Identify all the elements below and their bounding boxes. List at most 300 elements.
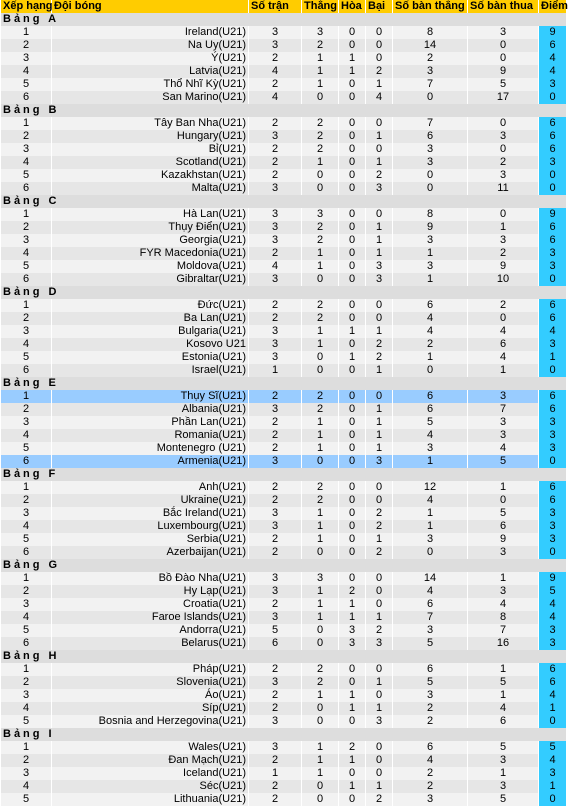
team-pos: 2 (1, 754, 51, 767)
team-pos: 5 (1, 533, 51, 546)
team-pos: 6 (1, 455, 51, 468)
team-row[interactable] (1, 351, 566, 364)
team-points: 9 (539, 26, 566, 39)
team-pos: 4 (1, 65, 51, 78)
team-goals-for: 6 (393, 741, 467, 754)
team-row[interactable] (1, 39, 566, 52)
team-pos: 4 (1, 702, 51, 715)
team-points: 6 (539, 663, 566, 676)
team-goals-against: 9 (468, 65, 538, 78)
team-draw: 0 (339, 546, 365, 559)
team-draw: 0 (339, 481, 365, 494)
team-won: 1 (302, 156, 338, 169)
team-name: Armenia(U21) (52, 455, 248, 468)
team-row[interactable] (1, 156, 566, 169)
team-row[interactable] (1, 793, 566, 806)
team-name: Lithuania(U21) (52, 793, 248, 806)
team-played: 3 (249, 403, 301, 416)
team-points: 3 (539, 520, 566, 533)
team-row[interactable] (1, 78, 566, 91)
standings-body (1, 13, 566, 806)
team-lost: 1 (366, 429, 392, 442)
team-row[interactable] (1, 234, 566, 247)
team-points: 0 (539, 182, 566, 195)
team-won: 1 (302, 585, 338, 598)
team-goals-against: 6 (468, 715, 538, 728)
team-lost: 0 (366, 481, 392, 494)
team-row[interactable] (1, 572, 566, 585)
team-pos: 1 (1, 299, 51, 312)
team-won: 1 (302, 741, 338, 754)
team-goals-against: 5 (468, 793, 538, 806)
team-row[interactable] (1, 494, 566, 507)
team-lost: 0 (366, 689, 392, 702)
team-lost: 1 (366, 533, 392, 546)
team-goals-for: 6 (393, 130, 467, 143)
team-pos: 4 (1, 780, 51, 793)
team-goals-for: 4 (393, 754, 467, 767)
team-lost: 2 (366, 169, 392, 182)
team-played: 3 (249, 741, 301, 754)
team-points: 9 (539, 572, 566, 585)
team-name: Romania(U21) (52, 429, 248, 442)
team-row[interactable] (1, 754, 566, 767)
team-draw: 0 (339, 520, 365, 533)
team-goals-against: 4 (468, 598, 538, 611)
team-played: 3 (249, 130, 301, 143)
team-goals-for: 2 (393, 715, 467, 728)
team-played: 2 (249, 546, 301, 559)
team-goals-for: 5 (393, 676, 467, 689)
team-goals-for: 3 (393, 143, 467, 156)
team-goals-for: 0 (393, 169, 467, 182)
team-goals-for: 1 (393, 520, 467, 533)
team-draw: 0 (339, 260, 365, 273)
team-points: 6 (539, 390, 566, 403)
team-row[interactable] (1, 533, 566, 546)
team-goals-against: 7 (468, 624, 538, 637)
team-won: 2 (302, 390, 338, 403)
team-points: 3 (539, 429, 566, 442)
team-goals-for: 6 (393, 403, 467, 416)
team-goals-for: 4 (393, 585, 467, 598)
team-row[interactable] (1, 325, 566, 338)
team-row[interactable] (1, 598, 566, 611)
team-draw: 1 (339, 689, 365, 702)
team-goals-against: 3 (468, 546, 538, 559)
team-goals-for: 1 (393, 247, 467, 260)
team-goals-for: 0 (393, 182, 467, 195)
team-lost: 1 (366, 403, 392, 416)
team-row[interactable] (1, 455, 566, 468)
header-points: Điểm (541, 0, 568, 12)
team-lost: 0 (366, 663, 392, 676)
team-draw: 0 (339, 494, 365, 507)
group-label: Bảng F (1, 468, 566, 481)
team-points: 0 (539, 364, 566, 377)
team-row[interactable] (1, 546, 566, 559)
team-points: 3 (539, 533, 566, 546)
team-points: 3 (539, 78, 566, 91)
team-lost: 1 (366, 78, 392, 91)
team-won: 1 (302, 52, 338, 65)
team-name: Áo(U21) (52, 689, 248, 702)
team-won: 3 (302, 572, 338, 585)
team-played: 3 (249, 676, 301, 689)
team-won: 1 (302, 65, 338, 78)
team-lost: 4 (366, 91, 392, 104)
team-row[interactable] (1, 689, 566, 702)
team-pos: 1 (1, 26, 51, 39)
team-row[interactable] (1, 52, 566, 65)
team-points: 0 (539, 455, 566, 468)
team-name: Bắc Ireland(U21) (52, 507, 248, 520)
team-played: 2 (249, 156, 301, 169)
team-draw: 0 (339, 234, 365, 247)
group-label: Bảng H (1, 650, 566, 663)
team-row[interactable] (1, 208, 566, 221)
team-row[interactable] (1, 585, 566, 598)
team-name: Síp(U21) (52, 702, 248, 715)
group-row (1, 650, 566, 663)
team-lost: 0 (366, 299, 392, 312)
team-goals-against: 3 (468, 429, 538, 442)
team-points: 3 (539, 637, 566, 650)
team-row[interactable] (1, 91, 566, 104)
team-row[interactable] (1, 273, 566, 286)
team-name: Ba Lan(U21) (52, 312, 248, 325)
team-name: Bosnia and Herzegovina(U21) (52, 715, 248, 728)
team-played: 3 (249, 234, 301, 247)
team-row[interactable] (1, 702, 566, 715)
team-pos: 2 (1, 130, 51, 143)
team-played: 3 (249, 507, 301, 520)
team-row[interactable] (1, 624, 566, 637)
team-draw: 0 (339, 182, 365, 195)
team-draw: 0 (339, 390, 365, 403)
team-points: 4 (539, 52, 566, 65)
team-draw: 0 (339, 403, 365, 416)
team-draw: 0 (339, 429, 365, 442)
team-goals-against: 4 (468, 325, 538, 338)
team-lost: 2 (366, 793, 392, 806)
team-played: 2 (249, 169, 301, 182)
team-won: 1 (302, 533, 338, 546)
team-row[interactable] (1, 221, 566, 234)
team-lost: 2 (366, 65, 392, 78)
header-row (1, 0, 566, 13)
team-draw: 0 (339, 143, 365, 156)
team-played: 3 (249, 26, 301, 39)
team-draw: 0 (339, 676, 365, 689)
team-pos: 5 (1, 793, 51, 806)
team-draw: 0 (339, 273, 365, 286)
team-points: 5 (539, 585, 566, 598)
team-pos: 3 (1, 598, 51, 611)
team-pos: 6 (1, 637, 51, 650)
team-name: Anh(U21) (52, 481, 248, 494)
team-pos: 6 (1, 364, 51, 377)
team-won: 2 (302, 130, 338, 143)
team-points: 3 (539, 338, 566, 351)
team-goals-for: 4 (393, 325, 467, 338)
group-label: Bảng E (1, 377, 566, 390)
team-goals-against: 0 (468, 117, 538, 130)
team-row[interactable] (1, 182, 566, 195)
team-pos: 2 (1, 585, 51, 598)
team-lost: 1 (366, 676, 392, 689)
team-points: 4 (539, 325, 566, 338)
team-lost: 1 (366, 247, 392, 260)
team-name: Malta(U21) (52, 182, 248, 195)
team-pos: 5 (1, 351, 51, 364)
team-row[interactable] (1, 65, 566, 78)
team-row[interactable] (1, 338, 566, 351)
team-won: 1 (302, 416, 338, 429)
team-played: 5 (249, 624, 301, 637)
team-lost: 1 (366, 611, 392, 624)
team-name: Slovenia(U21) (52, 676, 248, 689)
team-played: 2 (249, 78, 301, 91)
team-row[interactable] (1, 442, 566, 455)
team-played: 4 (249, 65, 301, 78)
team-won: 2 (302, 312, 338, 325)
header-pos: Xếp hạng (3, 0, 53, 12)
team-played: 3 (249, 273, 301, 286)
team-row[interactable] (1, 481, 566, 494)
team-played: 3 (249, 455, 301, 468)
team-row[interactable] (1, 520, 566, 533)
team-goals-against: 0 (468, 52, 538, 65)
team-points: 3 (539, 247, 566, 260)
team-played: 2 (249, 390, 301, 403)
team-points: 5 (539, 741, 566, 754)
team-row[interactable] (1, 780, 566, 793)
team-pos: 2 (1, 221, 51, 234)
team-points: 6 (539, 221, 566, 234)
team-row[interactable] (1, 429, 566, 442)
team-won: 0 (302, 273, 338, 286)
team-won: 2 (302, 299, 338, 312)
team-draw: 0 (339, 156, 365, 169)
team-goals-for: 2 (393, 338, 467, 351)
team-name: Pháp(U21) (52, 663, 248, 676)
team-draw: 1 (339, 52, 365, 65)
team-row[interactable] (1, 715, 566, 728)
team-lost: 0 (366, 390, 392, 403)
team-goals-for: 3 (393, 442, 467, 455)
team-row[interactable] (1, 416, 566, 429)
team-goals-for: 6 (393, 299, 467, 312)
team-name: Israel(U21) (52, 364, 248, 377)
team-won: 1 (302, 598, 338, 611)
team-won: 2 (302, 663, 338, 676)
team-points: 0 (539, 169, 566, 182)
team-goals-against: 5 (468, 507, 538, 520)
team-goals-for: 5 (393, 637, 467, 650)
team-won: 1 (302, 78, 338, 91)
team-goals-against: 4 (468, 702, 538, 715)
header-won: Thắng (304, 0, 337, 12)
team-goals-for: 4 (393, 312, 467, 325)
team-lost: 0 (366, 754, 392, 767)
team-name: Georgia(U21) (52, 234, 248, 247)
team-row[interactable] (1, 26, 566, 39)
team-goals-for: 1 (393, 455, 467, 468)
team-row[interactable] (1, 247, 566, 260)
team-won: 2 (302, 676, 338, 689)
team-played: 3 (249, 572, 301, 585)
team-points: 0 (539, 793, 566, 806)
team-lost: 3 (366, 637, 392, 650)
team-lost: 0 (366, 494, 392, 507)
team-pos: 3 (1, 325, 51, 338)
team-name: Séc(U21) (52, 780, 248, 793)
team-played: 2 (249, 442, 301, 455)
team-won: 1 (302, 767, 338, 780)
team-row[interactable] (1, 299, 566, 312)
team-lost: 3 (366, 455, 392, 468)
team-won: 0 (302, 702, 338, 715)
team-pos: 4 (1, 156, 51, 169)
team-lost: 1 (366, 780, 392, 793)
team-points: 6 (539, 481, 566, 494)
team-goals-against: 5 (468, 78, 538, 91)
team-played: 3 (249, 611, 301, 624)
team-goals-for: 0 (393, 91, 467, 104)
team-draw: 1 (339, 325, 365, 338)
team-name: Andorra(U21) (52, 624, 248, 637)
team-goals-against: 1 (468, 689, 538, 702)
team-row[interactable] (1, 260, 566, 273)
team-pos: 1 (1, 117, 51, 130)
team-played: 6 (249, 637, 301, 650)
team-row[interactable] (1, 507, 566, 520)
team-played: 2 (249, 793, 301, 806)
team-goals-against: 1 (468, 221, 538, 234)
team-played: 3 (249, 338, 301, 351)
team-pos: 2 (1, 39, 51, 52)
group-row (1, 377, 566, 390)
team-points: 6 (539, 130, 566, 143)
team-draw: 0 (339, 338, 365, 351)
team-name: Ý(U21) (52, 52, 248, 65)
team-pos: 3 (1, 52, 51, 65)
team-goals-for: 8 (393, 26, 467, 39)
team-row[interactable] (1, 741, 566, 754)
team-name: Albania(U21) (52, 403, 248, 416)
team-goals-against: 3 (468, 169, 538, 182)
team-goals-against: 5 (468, 455, 538, 468)
team-won: 0 (302, 780, 338, 793)
team-row[interactable] (1, 130, 566, 143)
team-row[interactable] (1, 767, 566, 780)
team-row[interactable] (1, 117, 566, 130)
team-name: Đan Mạch(U21) (52, 754, 248, 767)
team-draw: 3 (339, 624, 365, 637)
team-goals-against: 11 (468, 182, 538, 195)
group-row (1, 468, 566, 481)
team-goals-against: 3 (468, 26, 538, 39)
team-draw: 0 (339, 208, 365, 221)
team-won: 2 (302, 117, 338, 130)
team-lost: 3 (366, 260, 392, 273)
team-won: 1 (302, 338, 338, 351)
team-name: Montenegro (U21) (52, 442, 248, 455)
team-row[interactable] (1, 390, 566, 403)
team-row[interactable] (1, 676, 566, 689)
team-pos: 3 (1, 689, 51, 702)
team-goals-against: 3 (468, 416, 538, 429)
team-row[interactable] (1, 143, 566, 156)
team-row[interactable] (1, 364, 566, 377)
team-row[interactable] (1, 312, 566, 325)
team-lost: 0 (366, 741, 392, 754)
team-draw: 0 (339, 533, 365, 546)
team-draw: 3 (339, 637, 365, 650)
team-name: Thụy Sĩ(U21) (52, 390, 248, 403)
team-goals-for: 3 (393, 234, 467, 247)
team-row[interactable] (1, 637, 566, 650)
team-played: 2 (249, 780, 301, 793)
team-won: 1 (302, 520, 338, 533)
team-row[interactable] (1, 663, 566, 676)
team-lost: 0 (366, 767, 392, 780)
team-lost: 3 (366, 182, 392, 195)
team-draw: 0 (339, 507, 365, 520)
team-goals-against: 9 (468, 260, 538, 273)
team-won: 1 (302, 754, 338, 767)
team-lost: 0 (366, 26, 392, 39)
header-team: Đội bóng (52, 0, 248, 13)
team-pos: 1 (1, 741, 51, 754)
team-points: 6 (539, 403, 566, 416)
team-played: 2 (249, 598, 301, 611)
team-goals-for: 0 (393, 364, 467, 377)
team-draw: 0 (339, 117, 365, 130)
team-played: 3 (249, 325, 301, 338)
team-row[interactable] (1, 611, 566, 624)
team-won: 0 (302, 637, 338, 650)
team-row[interactable] (1, 403, 566, 416)
team-draw: 1 (339, 780, 365, 793)
team-goals-against: 5 (468, 676, 538, 689)
group-row (1, 195, 566, 208)
team-lost: 0 (366, 598, 392, 611)
team-goals-for: 5 (393, 416, 467, 429)
team-pos: 3 (1, 416, 51, 429)
team-goals-for: 3 (393, 156, 467, 169)
team-pos: 6 (1, 273, 51, 286)
team-goals-for: 7 (393, 117, 467, 130)
team-goals-for: 2 (393, 702, 467, 715)
team-name: Hà Lan(U21) (52, 208, 248, 221)
team-won: 3 (302, 208, 338, 221)
team-pos: 3 (1, 143, 51, 156)
team-pos: 1 (1, 208, 51, 221)
team-played: 3 (249, 39, 301, 52)
team-points: 3 (539, 416, 566, 429)
team-won: 0 (302, 624, 338, 637)
header-lost: Bại (366, 0, 392, 13)
team-row[interactable] (1, 169, 566, 182)
team-pos: 5 (1, 715, 51, 728)
team-name: Wales(U21) (52, 741, 248, 754)
team-lost: 1 (366, 221, 392, 234)
team-goals-against: 0 (468, 208, 538, 221)
group-label: Bảng I (1, 728, 566, 741)
team-draw: 1 (339, 351, 365, 364)
